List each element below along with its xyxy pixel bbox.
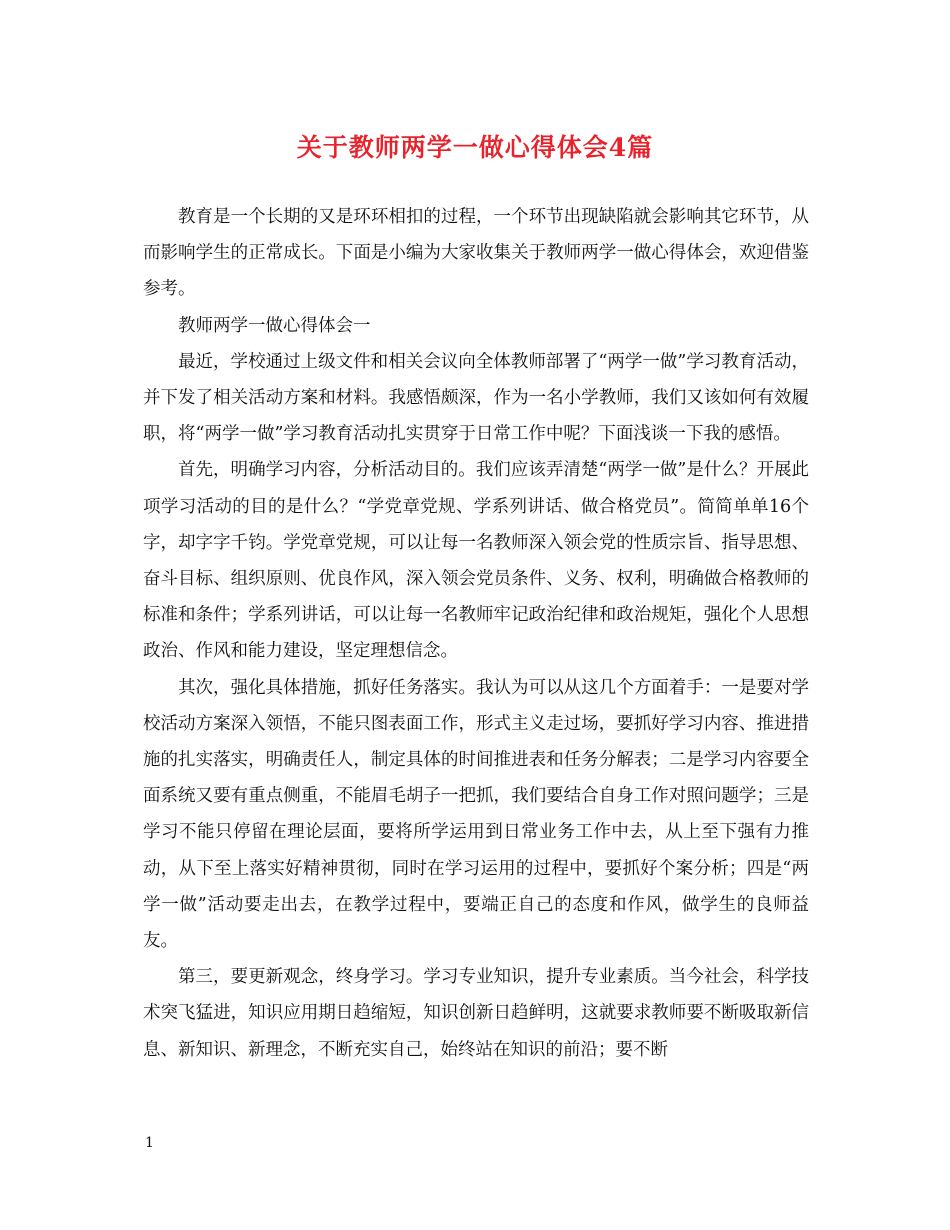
intro-paragraph: 教育是一个长期的又是环环相扣的过程，一个环节出现缺陷就会影响其它环节，从而影响学生的正常成长。下面是小编为大家收集关于教师两学一做心得体会，欢迎借鉴参考。 bbox=[143, 207, 809, 300]
body-paragraph: 首先，明确学习内容，分析活动目的。我们应该弄清楚“两学一做”是什么？开展此项学习活动的目的是什么？“学党章党规、学系列讲话、做合格党员”。简简单单16个字，却字字千钧。学党章党规，可以让每一名教师深入领会党的性质宗旨、指导思想、奋斗目标、组织原则、优良作风，深入领会党员条件、义务、权利，明确做合格教师的标准和条件；学系列讲话，可以让每一名教师牢记政治纪律和政治规矩，强化个人思想政治、作风和能力建设，坚定理想信念。 bbox=[143, 460, 809, 662]
section-heading: 教师两学一做心得体会一 bbox=[178, 315, 371, 336]
page-number: 1 bbox=[145, 1135, 154, 1151]
body-paragraph: 第三，要更新观念，终身学习。学习专业知识，提升专业素质。当今社会，科学技术突飞猛进，知识应用期日趋缩短，知识创新日趋鲜明，这就要求教师要不断吸取新信息、新知识、新理念，不断充实自己，始终站在知识的前沿；要不断 bbox=[143, 967, 809, 1060]
body-paragraph: 其次，强化具体措施，抓好任务落实。我认为可以从这几个方面着手：一是要对学校活动方案深入领悟，不能只图表面工作，形式主义走过场，要抓好学习内容、推进措施的扎实落实，明确责任人，制定具体的时间推进表和任务分解表；二是学习内容要全面系统又要有重点侧重，不能眉毛胡子一把抓，我们要结合自身工作对照问题学；三是学习不能只停留在理论层面，要将所学运用到日常业务工作中去，从上至下强有力推动，从下至上落实好精神贯彻，同时在学习运用的过程中，要抓好个案分析；四是“两学一做”活动要走出去，在教学过程中，要端正自己的态度和作风，做学生的良师益友。 bbox=[143, 677, 809, 952]
body-paragraph: 最近，学校通过上级文件和相关会议向全体教师部署了“两学一做”学习教育活动，并下发了相关活动方案和材料。我感悟颇深，作为一名小学教师，我们又该如何有效履职，将“两学一做”学习教育活动扎实贯穿于日常工作中呢？下面浅谈一下我的感悟。 bbox=[143, 351, 809, 445]
document-body bbox=[143, 199, 809, 1068]
document-title: 关于教师两学一做心得体会4篇 bbox=[296, 133, 654, 162]
